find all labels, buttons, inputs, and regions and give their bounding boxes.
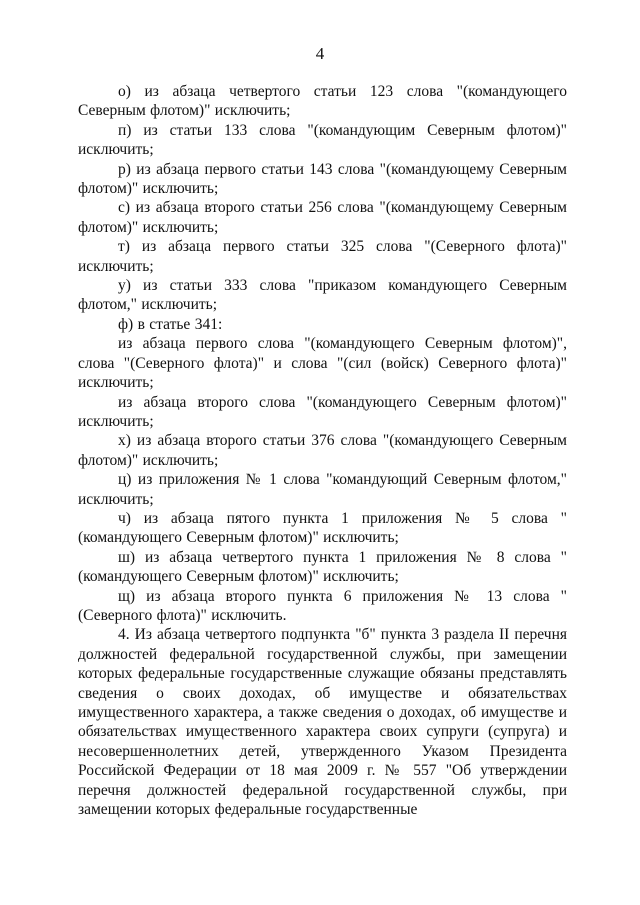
paragraph: из абзаца первого слова "(командующего Северным флотом)", слова "(Северного флота)" и слова "(сил (войск) Северного флота)" исключить;	[78, 335, 567, 392]
paragraph: ц) из приложения № 1 слова "командующий Северным флотом," исключить;	[78, 471, 567, 508]
paragraph: 4. Из абзаца четвертого подпункта "б" пункта 3 раздела II перечня должностей федеральной государственной службы, при замещении которых федеральные государственные служащие обязаны представлять сведения о своих доходах, об имуществе и обязательствах имущественного характера, а также сведения о доходах, об имуществе и обязательствах имущественного характера своих супруги (супруга) и несовершеннолетних детей, утвержденного Указом Президента Российской Федерации от 18 мая 2009 г. № 557 "Об утверждении перечня должностей федеральной государственной службы, при замещении которых федеральные государственные	[78, 626, 567, 819]
paragraph: о) из абзаца четвертого статьи 123 слова "(командующего Северным флотом)" исключить;	[78, 83, 567, 120]
paragraph: у) из статьи 333 слова "приказом командующего Северным флотом," исключить;	[78, 277, 567, 314]
paragraph: ф) в статье 341:	[118, 315, 223, 333]
paragraph: т) из абзаца первого статьи 325 слова "(Северного флота)" исключить;	[78, 238, 567, 275]
paragraph: х) из абзаца второго статьи 376 слова "(командующего Северным флотом)" исключить;	[78, 432, 567, 469]
document-body	[78, 82, 567, 819]
paragraph: с) из абзаца второго статьи 256 слова "(командующему Северным флотом)" исключить;	[78, 199, 567, 236]
paragraph: п) из статьи 133 слова "(командующим Северным флотом)" исключить;	[78, 121, 567, 159]
paragraph: р) из абзаца первого статьи 143 слова "(командующему Северным флотом)" исключить;	[78, 160, 567, 198]
paragraph: ч) из абзаца пятого пункта 1 приложения № 5 слова "(командующего Северным флотом)" исключить;	[78, 509, 567, 547]
paragraph: щ) из абзаца второго пункта 6 приложения № 13 слова "(Северного флота)" исключить.	[78, 587, 567, 624]
page-number: 4	[315, 44, 325, 63]
paragraph: из абзаца второго слова "(командующего Северным флотом)" исключить;	[78, 393, 567, 430]
paragraph: ш) из абзаца четвертого пункта 1 приложения № 8 слова "(командующего Северным флотом)" исключить;	[78, 548, 567, 586]
